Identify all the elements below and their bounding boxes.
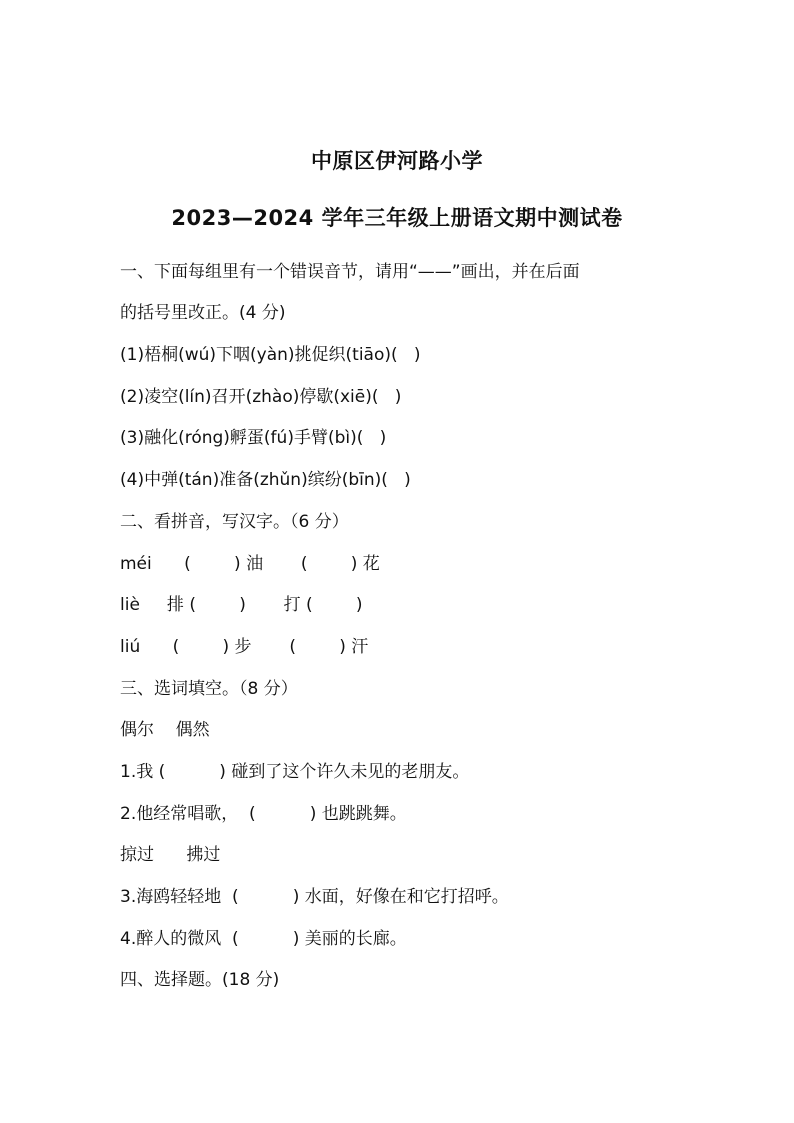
pinyin-row: liè 排 ( ) 打 ( ) [120,595,363,615]
fill-item: 2.他经常唱歌， ( ) 也跳跳舞。 [120,804,407,824]
word-choices: 掠过 拂过 [120,845,221,865]
section1-heading: 一、下面每组里有一个错误音节，请用“——”画出，并在后面 [120,262,580,282]
fill-item: 4.醉人的微风 ( ) 美丽的长廊。 [120,929,407,949]
section1-item: (1)梧桐(wú)下咽(yàn)挑促织(tiāo)( ) [120,345,421,365]
fill-item: 3.海鸥轻轻地 ( ) 水面，好像在和它打招呼。 [120,887,509,907]
section1-heading-cont: 的括号里改正。(4 分) [120,303,286,323]
exam-title: 2023—2024 学年三年级上册语文期中测试卷 [171,206,623,230]
fill-item: 1.我 ( ) 碰到了这个许久未见的老朋友。 [120,762,470,782]
pinyin-row: liú ( ) 步 ( ) 汗 [120,637,369,657]
section1-item: (2)凌空(lín)召开(zhào)停歇(xiē)( ) [120,387,402,407]
section2-heading: 二、看拼音，写汉字。（6 分） [120,512,349,532]
school-name: 中原区伊河路小学 [311,149,483,173]
pinyin-row: méi ( ) 油 ( ) 花 [120,554,380,574]
section1-item: (4)中弹(tán)准备(zhǔn)缤纷(bīn)( ) [120,470,411,490]
word-choices: 偶尔 偶然 [120,720,210,740]
section3-heading: 三、选词填空。（8 分） [120,679,298,699]
section4-heading: 四、选择题。(18 分) [120,970,280,990]
section1-item: (3)融化(róng)孵蛋(fú)手臂(bì)( ) [120,428,387,448]
